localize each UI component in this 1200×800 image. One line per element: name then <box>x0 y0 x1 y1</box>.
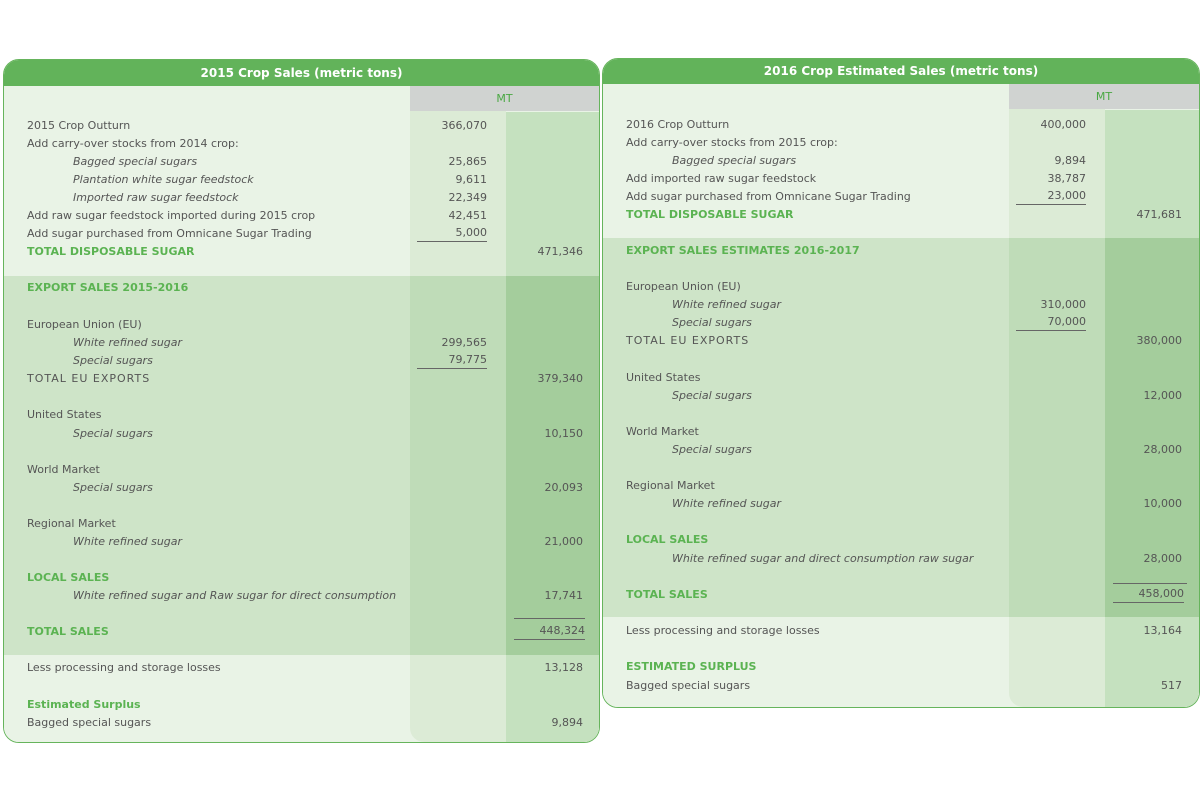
label: Bagged special sugars <box>73 155 198 168</box>
row-eu-white <box>603 296 1199 314</box>
heading-surplus <box>4 696 599 714</box>
heading-local <box>603 531 1199 549</box>
row-eu-special <box>4 352 599 370</box>
row-losses <box>603 622 1199 640</box>
total-sales-rule <box>1113 583 1187 584</box>
label: Special sugars <box>672 389 752 402</box>
value: 38,787 <box>1047 172 1086 185</box>
value: 28,000 <box>1143 552 1182 565</box>
label: Special sugars <box>672 443 752 456</box>
row-regional-white <box>603 495 1199 513</box>
value: 22,349 <box>448 191 487 204</box>
unit-header: MT <box>410 86 599 111</box>
row-world <box>4 461 599 479</box>
label: LOCAL SALES <box>626 533 709 546</box>
row-total-disposable <box>4 243 599 261</box>
label: White refined sugar <box>73 336 183 349</box>
label: Add carry-over stocks from 2014 crop: <box>27 137 239 150</box>
label: Imported raw sugar feedstock <box>73 191 239 204</box>
label: TOTAL EU EXPORTS <box>626 334 750 347</box>
label: EXPORT SALES ESTIMATES 2016-2017 <box>626 244 860 257</box>
value: 471,346 <box>537 245 583 258</box>
row-eu-special <box>603 314 1199 332</box>
value: 448,324 <box>514 623 585 640</box>
label: TOTAL DISPOSABLE SUGAR <box>626 208 794 221</box>
row-us-special <box>4 425 599 443</box>
value: 471,681 <box>1136 208 1182 221</box>
label: LOCAL SALES <box>27 571 110 584</box>
label: TOTAL EU EXPORTS <box>27 372 151 385</box>
unit-header: MT <box>1009 84 1199 109</box>
row-surplus <box>4 714 599 732</box>
row-world-special <box>603 441 1199 459</box>
panel-2016-title: 2016 Crop Estimated Sales (metric tons) <box>603 59 1199 84</box>
value: 380,000 <box>1136 334 1182 347</box>
row-omnicane <box>4 225 599 243</box>
label: United States <box>626 371 701 384</box>
heading-surplus <box>603 658 1199 676</box>
label: Less processing and storage losses <box>626 624 820 637</box>
label: Estimated Surplus <box>27 698 141 711</box>
row-carryover <box>4 135 599 153</box>
row-raw-feedstock <box>4 207 599 225</box>
row-bagged <box>4 153 599 171</box>
label: White refined sugar <box>73 535 183 548</box>
value: 12,000 <box>1143 389 1182 402</box>
row-imported <box>603 170 1199 188</box>
label: Add imported raw sugar feedstock <box>626 172 817 185</box>
panel-2015-title: 2015 Crop Sales (metric tons) <box>4 60 599 86</box>
label: 2015 Crop Outturn <box>27 119 131 132</box>
panel-2015-crop-sales <box>3 59 600 743</box>
label: White refined sugar <box>672 298 782 311</box>
value: 9,611 <box>455 173 487 186</box>
label: Regional Market <box>27 517 116 530</box>
row-eu <box>603 278 1199 296</box>
value: 299,565 <box>441 336 487 349</box>
label: Special sugars <box>73 427 153 440</box>
row-world <box>603 423 1199 441</box>
row-outturn <box>603 116 1199 134</box>
value: 28,000 <box>1143 443 1182 456</box>
row-total-eu <box>603 332 1199 350</box>
value: 458,000 <box>1113 586 1184 603</box>
label: Special sugars <box>73 354 153 367</box>
label: TOTAL SALES <box>626 588 708 601</box>
row-eu-white <box>4 334 599 352</box>
row-total-eu <box>4 370 599 388</box>
row-regional <box>603 477 1199 495</box>
row-us <box>4 406 599 424</box>
label: World Market <box>626 425 699 438</box>
row-eu <box>4 316 599 334</box>
value: 13,164 <box>1143 624 1182 637</box>
row-plantation <box>4 171 599 189</box>
label: Add sugar purchased from Omnicane Sugar Trading <box>27 227 312 240</box>
row-omnicane <box>603 188 1199 206</box>
total-sales-rule <box>514 618 585 619</box>
label: Special sugars <box>672 316 752 329</box>
label: Regional Market <box>626 479 715 492</box>
value: 9,894 <box>551 716 583 729</box>
value: 366,070 <box>441 119 487 132</box>
row-imported <box>4 189 599 207</box>
value: 379,340 <box>537 372 583 385</box>
row-total-disposable <box>603 206 1199 224</box>
value: 23,000 <box>1016 188 1086 205</box>
row-total-sales <box>603 586 1199 604</box>
row-local <box>603 550 1199 568</box>
label: Add sugar purchased from Omnicane Sugar Trading <box>626 190 911 203</box>
label: World Market <box>27 463 100 476</box>
heading-export <box>603 242 1199 260</box>
row-total-sales <box>4 623 599 641</box>
value: 25,865 <box>448 155 487 168</box>
value: 79,775 <box>417 352 487 369</box>
value: 42,451 <box>448 209 487 222</box>
label: Add carry-over stocks from 2015 crop: <box>626 136 838 149</box>
value: 310,000 <box>1040 298 1086 311</box>
label: TOTAL DISPOSABLE SUGAR <box>27 245 195 258</box>
row-regional-white <box>4 533 599 551</box>
value: 17,741 <box>544 589 583 602</box>
label: Less processing and storage losses <box>27 661 221 674</box>
label: Bagged special sugars <box>626 679 751 692</box>
value: 517 <box>1161 679 1182 692</box>
label: European Union (EU) <box>27 318 142 331</box>
label: EXPORT SALES 2015-2016 <box>27 281 189 294</box>
value: 13,128 <box>544 661 583 674</box>
row-surplus <box>603 677 1199 695</box>
value: 21,000 <box>544 535 583 548</box>
value: 5,000 <box>417 225 487 242</box>
label: Bagged special sugars <box>27 716 152 729</box>
label: European Union (EU) <box>626 280 741 293</box>
value: 70,000 <box>1016 314 1086 331</box>
panel-2016-crop-estimated-sales <box>602 58 1200 708</box>
heading-local <box>4 569 599 587</box>
label: Bagged special sugars <box>672 154 797 167</box>
row-regional <box>4 515 599 533</box>
row-us <box>603 369 1199 387</box>
label: White refined sugar and Raw sugar for direct consumption <box>73 589 397 602</box>
label: ESTIMATED SURPLUS <box>626 660 757 673</box>
value: 9,894 <box>1054 154 1086 167</box>
row-outturn <box>4 117 599 135</box>
heading-export <box>4 279 599 297</box>
label: United States <box>27 408 102 421</box>
value: 10,000 <box>1143 497 1182 510</box>
label: Special sugars <box>73 481 153 494</box>
row-carryover <box>603 134 1199 152</box>
label: TOTAL SALES <box>27 625 109 638</box>
row-bagged <box>603 152 1199 170</box>
label: Add raw sugar feedstock imported during 2015 crop <box>27 209 316 222</box>
value: 10,150 <box>544 427 583 440</box>
value: 20,093 <box>544 481 583 494</box>
label: White refined sugar and direct consumption raw sugar <box>672 552 974 565</box>
label: White refined sugar <box>672 497 782 510</box>
label: Plantation white sugar feedstock <box>73 173 254 186</box>
value: 400,000 <box>1040 118 1086 131</box>
label: 2016 Crop Outturn <box>626 118 730 131</box>
row-world-special <box>4 479 599 497</box>
row-local <box>4 587 599 605</box>
row-losses <box>4 659 599 677</box>
row-us-special <box>603 387 1199 405</box>
